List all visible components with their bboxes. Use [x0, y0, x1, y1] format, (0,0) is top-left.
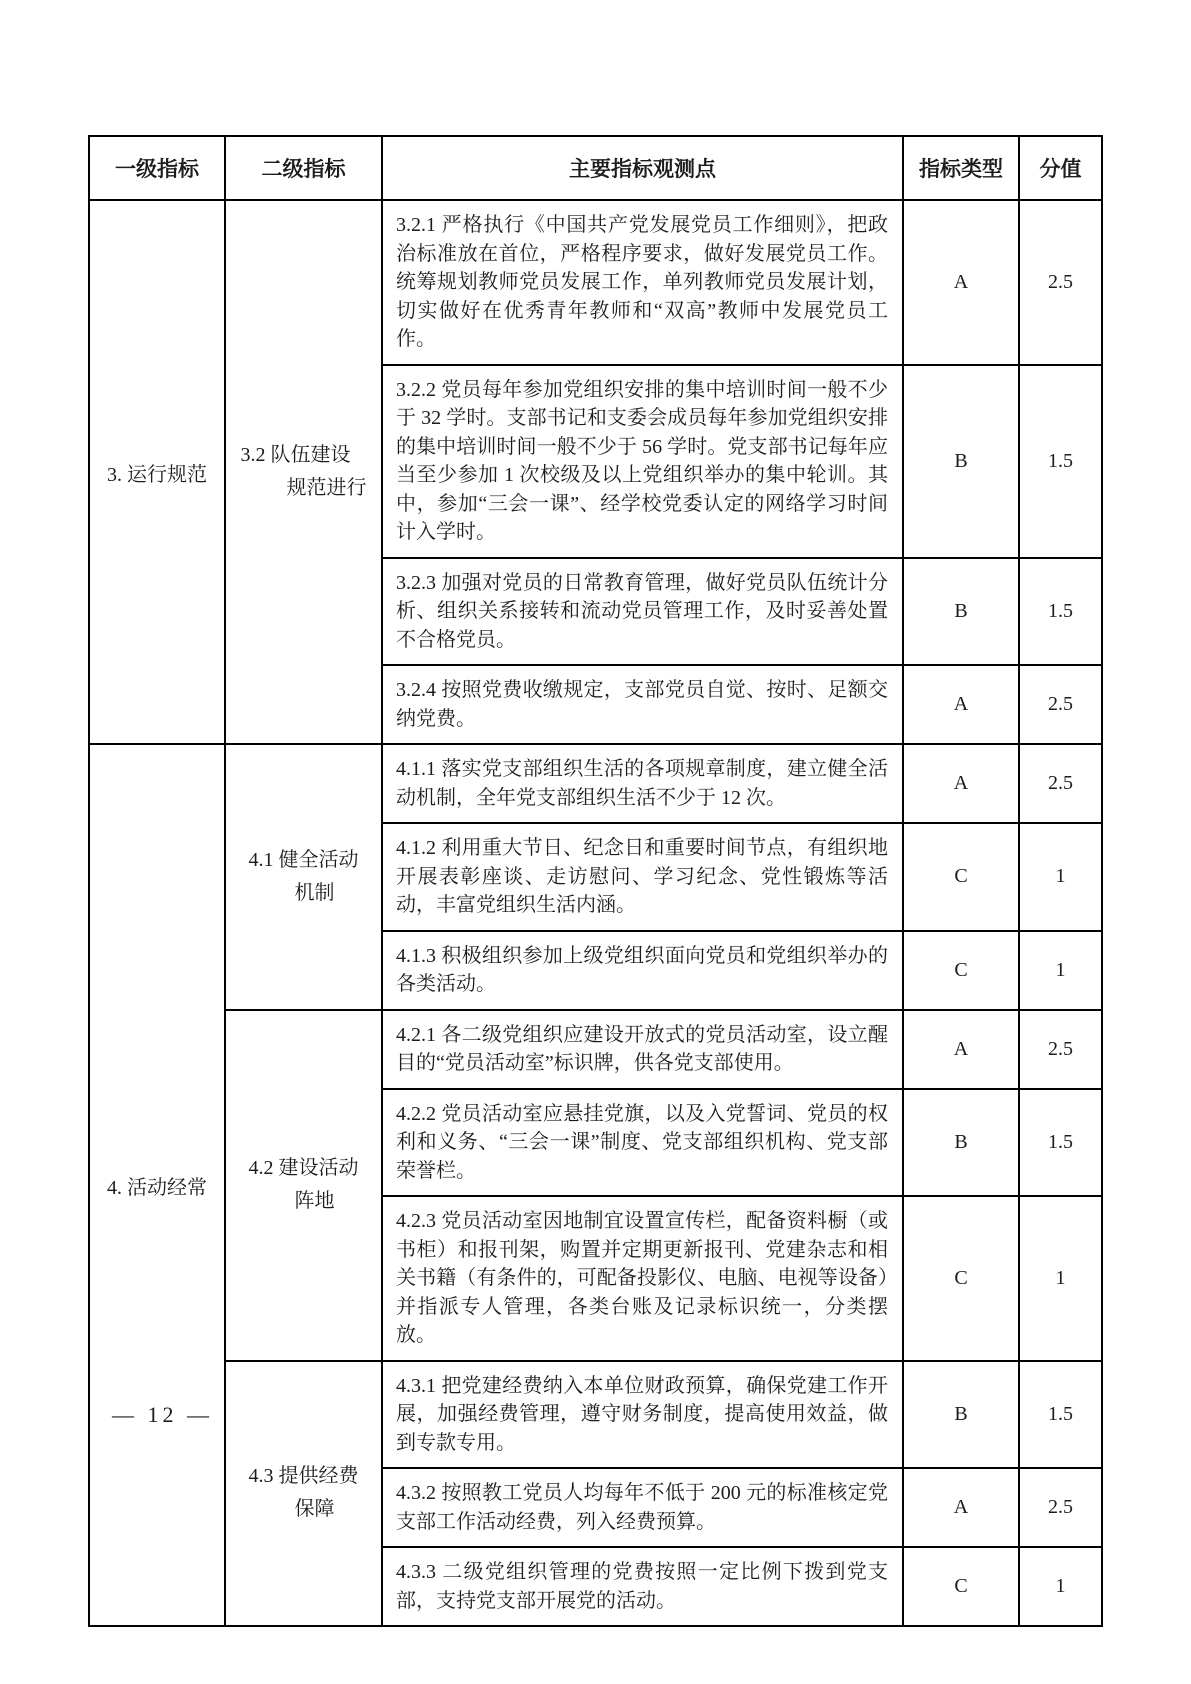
header-level1-indicator: 一级指标 — [89, 136, 225, 200]
score-value: 1.5 — [1019, 1361, 1102, 1469]
level2-indicator-cell — [225, 744, 382, 1010]
level2-line1: 4.3 提供经费 — [248, 1465, 359, 1488]
indicator-type-value: A — [903, 200, 1019, 365]
indicator-type-value: C — [903, 931, 1019, 1010]
header-level2-indicator: 二级指标 — [225, 136, 382, 200]
level2-line1: 4.1 健全活动 — [248, 848, 359, 871]
observation-text: 3.2.2 党员每年参加党组织安排的集中培训时间一般不少于 32 学时。支部书记和支委会成员每年参加党组织安排的集中培训时间一般不少于 56 学时。党支部书记每年应当至少参加 1 次校级及以上党组织举办的集中轮训。其中，参加“三会一课”、经学校党委认定的网络学习时间计入学时。 — [382, 365, 903, 558]
table-header-row — [89, 136, 1102, 200]
table-row — [89, 1010, 1102, 1089]
score-value: 1 — [1019, 1547, 1102, 1626]
indicator-type-value: A — [903, 1468, 1019, 1547]
level2-indicator-label — [249, 1152, 359, 1218]
score-value: 1.5 — [1019, 365, 1102, 558]
indicator-type-value: A — [903, 744, 1019, 823]
level2-line1: 4.2 建设活动 — [248, 1157, 359, 1179]
level1-indicator-cell: 3. 运行规范 — [89, 200, 225, 744]
indicator-type-value: A — [903, 665, 1019, 744]
score-value: 2.5 — [1019, 1010, 1102, 1089]
level2-indicator-label — [241, 439, 367, 505]
score-value: 1 — [1019, 1196, 1102, 1361]
indicator-table — [88, 135, 1103, 1627]
score-value: 1.5 — [1019, 558, 1102, 666]
level2-indicator-label — [249, 1460, 359, 1526]
header-observation-point: 主要指标观测点 — [382, 136, 903, 200]
level2-line2: 规范进行 — [286, 477, 367, 499]
indicator-type-value: B — [903, 558, 1019, 666]
observation-text: 4.2.3 党员活动室因地制宜设置宣传栏，配备资料橱（或书柜）和报刊架，购置并定期更新报刊、党建杂志和相关书籍（有条件的，可配备投影仪、电脑、电视等设备）并指派专人管理，各类台账及记录标识统一，分类摆放。 — [382, 1196, 903, 1361]
score-value: 2.5 — [1019, 665, 1102, 744]
score-value: 2.5 — [1019, 200, 1102, 365]
score-value: 1.5 — [1019, 1089, 1102, 1197]
observation-text: 4.3.1 把党建经费纳入本单位财政预算，确保党建工作开展，加强经费管理，遵守财务制度，提高使用效益，做到专款专用。 — [382, 1361, 903, 1469]
header-score: 分值 — [1019, 136, 1102, 200]
score-value: 2.5 — [1019, 744, 1102, 823]
indicator-type-value: B — [903, 365, 1019, 558]
level1-indicator-cell: 4. 活动经常 — [89, 744, 225, 1626]
level2-line2: 保障 — [294, 1498, 335, 1521]
level2-indicator-cell — [225, 200, 382, 744]
indicator-type-value: C — [903, 823, 1019, 931]
score-value: 2.5 — [1019, 1468, 1102, 1547]
observation-text: 4.1.3 积极组织参加上级党组织面向党员和党组织举办的各类活动。 — [382, 931, 903, 1010]
observation-text: 4.2.2 党员活动室应悬挂党旗，以及入党誓词、党员的权利和义务、“三会一课”制度、党支部组织机构、党支部荣誉栏。 — [382, 1089, 903, 1197]
observation-text: 3.2.1 严格执行《中国共产党发展党员工作细则》，把政治标准放在首位，严格程序要求，做好发展党员工作。统筹规划教师党员发展工作，单列教师党员发展计划，切实做好在优秀青年教师和“双高”教师中发展党员工作。 — [382, 200, 903, 365]
level2-line2: 机制 — [294, 881, 335, 904]
table-row — [89, 1361, 1102, 1469]
indicator-type-value: B — [903, 1361, 1019, 1469]
indicator-type-value: A — [903, 1010, 1019, 1089]
page-number: — 12 — — [112, 1402, 213, 1427]
table-row — [89, 200, 1102, 365]
score-value: 1 — [1019, 931, 1102, 1010]
header-indicator-type: 指标类型 — [903, 136, 1019, 200]
indicator-type-value: C — [903, 1547, 1019, 1626]
table-row — [89, 744, 1102, 823]
observation-text: 3.2.4 按照党费收缴规定，支部党员自觉、按时、足额交纳党费。 — [382, 665, 903, 744]
observation-text: 4.2.1 各二级党组织应建设开放式的党员活动室，设立醒目的“党员活动室”标识牌，供各党支部使用。 — [382, 1010, 903, 1089]
observation-text: 4.1.2 利用重大节日、纪念日和重要时间节点，有组织地开展表彰座谈、走访慰问、学习纪念、党性锻炼等活动，丰富党组织生活内涵。 — [382, 823, 903, 931]
indicator-type-value: C — [903, 1196, 1019, 1361]
level2-indicator-cell — [225, 1010, 382, 1361]
level2-indicator-cell — [225, 1361, 382, 1627]
observation-text: 4.1.1 落实党支部组织生活的各项规章制度，建立健全活动机制，全年党支部组织生活不少于 12 次。 — [382, 744, 903, 823]
level2-line1: 3.2 队伍建设 — [240, 444, 351, 466]
level2-line2: 阵地 — [294, 1190, 335, 1212]
observation-text: 4.3.2 按照教工党员人均每年不低于 200 元的标准核定党支部工作活动经费，列入经费预算。 — [382, 1468, 903, 1547]
observation-text: 4.3.3 二级党组织管理的党费按照一定比例下拨到党支部，支持党支部开展党的活动。 — [382, 1547, 903, 1626]
observation-text: 3.2.3 加强对党员的日常教育管理，做好党员队伍统计分析、组织关系接转和流动党员管理工作，及时妥善处置不合格党员。 — [382, 558, 903, 666]
level2-indicator-label — [249, 844, 359, 910]
indicator-type-value: B — [903, 1089, 1019, 1197]
score-value: 1 — [1019, 823, 1102, 931]
